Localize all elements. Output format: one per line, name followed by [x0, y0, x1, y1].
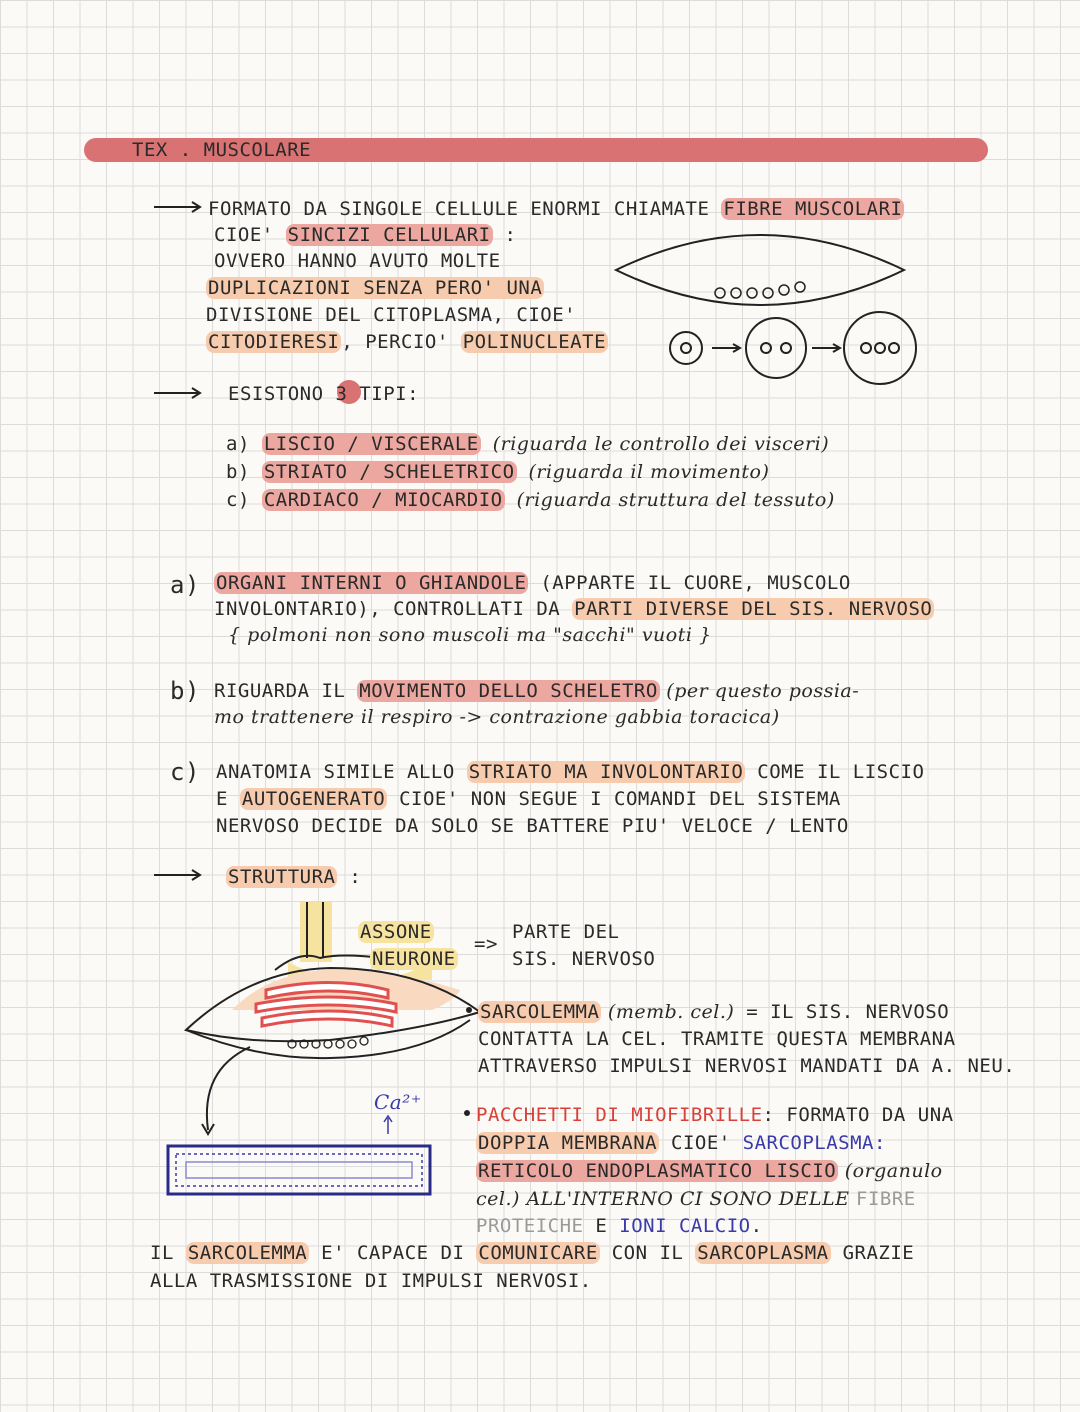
type-a: a) LISCIO / VISCERALE (riguarda le controllo dei visceri) — [226, 433, 830, 455]
fiber-nuclei — [715, 282, 805, 298]
bullet-arrow-1 — [154, 202, 200, 212]
intro-line-2: CIOE' SINCIZI CELLULARI : — [214, 224, 517, 246]
types-intro: ESISTONO 3 TIPI: — [228, 383, 420, 405]
detail-a-line-3: { polmoni non sono muscoli ma "sacchi" vuoti } — [228, 624, 712, 646]
detail-b-line-1: RIGUARDA IL MOVIMENTO DELLO SCHELETRO (per questo possia- — [214, 680, 860, 702]
footer-line-1: IL SARCOLEMMA E' CAPACE DI COMUNICARE CON IL SARCOPLASMA GRAZIE — [150, 1242, 915, 1264]
sarcolemma-line-2: CONTATTA LA CEL. TRAMITE QUESTA MEMBRANA — [478, 1028, 956, 1050]
bullet-dot-1 — [466, 1007, 472, 1013]
detail-c-line-2: E AUTOGENERATO CIOE' NON SEGUE I COMANDI DEL SISTEMA — [216, 788, 841, 810]
intro-line-5: DIVISIONE DEL CITOPLASMA, CIOE' — [206, 304, 577, 326]
detail-c-marker: c) — [170, 758, 200, 786]
sarcolemma-line-1: SARCOLEMMA (memb. cel.) = IL SIS. NERVOSO — [480, 1001, 950, 1023]
myofibril-line-4: cel.) ALL'INTERNO CI SONO DELLE FIBRE — [476, 1188, 916, 1210]
detail-b-line-2: mo trattenere il respiro -> contrazione gabbia toracica) — [214, 706, 780, 728]
intro-line-3: OVVERO HANNO AVUTO MOLTE — [214, 250, 501, 272]
assone-label: ASSONE — [360, 921, 432, 943]
intro-line-6: CITODIERESI , PERCIO' POLINUCLEATE — [208, 331, 607, 353]
implies-arrow: => — [474, 933, 498, 955]
myofibril-line-5: PROTEICHE E IONI CALCIO. — [476, 1215, 763, 1237]
part-label-1: PARTE DEL — [512, 921, 620, 943]
fiber-cell-shape — [616, 235, 904, 305]
detail-b-marker: b) — [170, 677, 200, 705]
part-label-2: SIS. NERVOSO — [512, 948, 656, 970]
nucleus-progression — [670, 312, 916, 384]
type-b: b) STRIATO / SCHELETRICO (riguarda il movimento) — [226, 461, 770, 483]
muscle-diagram — [168, 902, 480, 1194]
bullet-dot-2 — [464, 1110, 470, 1116]
calcium-label: Ca²⁺ — [374, 1090, 422, 1114]
type-c: c) CARDIACO / MIOCARDIO (riguarda struttura del tessuto) — [226, 489, 835, 511]
neurone-label: NEURONE — [372, 948, 456, 970]
sarcolemma-line-3: ATTRAVERSO IMPULSI NERVOSI MANDATI DA A. NEU. — [478, 1055, 1016, 1077]
page-title: TEX . MUSCOLARE — [132, 139, 312, 161]
structure-heading: STRUTTURA : — [228, 866, 362, 888]
detail-a-marker: a) — [170, 571, 200, 599]
detail-a-line-2: INVOLONTARIO), CONTROLLATI DA PARTI DIVERSE DEL SIS. NERVOSO — [214, 598, 933, 620]
bullet-arrow-3 — [154, 870, 200, 880]
detail-a-line-1: ORGANI INTERNI O GHIANDOLE (APPARTE IL CUORE, MUSCOLO — [216, 572, 851, 594]
myofibril-line-2: DOPPIA MEMBRANA CIOE' SARCOPLASMA: — [478, 1132, 886, 1154]
intro-line-1: FORMATO DA SINGOLE CELLULE ENORMI CHIAMATE FIBRE MUSCOLARI — [208, 198, 903, 220]
bullet-arrow-2 — [154, 388, 200, 398]
myofibril-line-3: RETICOLO ENDOPLASMATICO LISCIO (organulo — [478, 1160, 943, 1182]
footer-line-2: ALLA TRASMISSIONE DI IMPULSI NERVOSI. — [150, 1270, 592, 1292]
detail-c-line-3: NERVOSO DECIDE DA SOLO SE BATTERE PIU' VELOCE / LENTO — [216, 815, 849, 837]
myofibril-line-1: PACCHETTI DI MIOFIBRILLE: FORMATO DA UNA — [476, 1104, 954, 1126]
intro-line-4: DUPLICAZIONI SENZA PERO' UNA — [208, 277, 543, 299]
detail-c-line-1: ANATOMIA SIMILE ALLO STRIATO MA INVOLONTARIO COME IL LISCIO — [216, 761, 925, 783]
